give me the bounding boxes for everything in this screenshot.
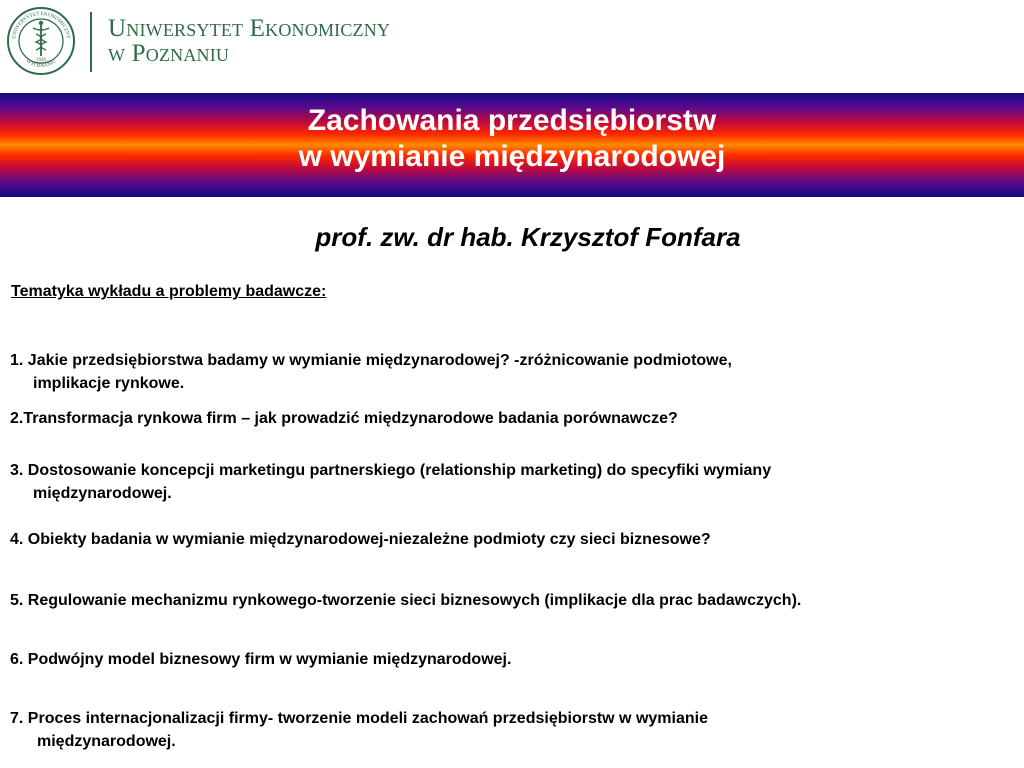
list-item-text: 2.Transformacja rynkowa firm – jak prowadzić międzynarodowe badania porównawcze? (10, 410, 678, 427)
university-name (108, 16, 390, 66)
list-item (10, 528, 1010, 551)
list-item-text-continued: międzynarodowej. (33, 485, 172, 502)
title-banner (0, 93, 1024, 197)
slide-title-line2: w wymianie międzynarodowej (298, 140, 726, 173)
list-item-text: 5. Regulowanie mechanizmu rynkowego-tworzenie sieci biznesowych (implikacje dla prac badawczych). (10, 592, 802, 609)
slide-title (0, 103, 1024, 175)
section-heading: Tematyka wykładu a problemy badawcze: (11, 283, 327, 300)
list-item-text: 1. Jakie przedsiębiorstwa badamy w wymianie międzynarodowej? -zróżnicowanie podmiotowe, (10, 352, 732, 369)
seal-text-bottom: W POZNANIU (24, 58, 58, 70)
header (0, 0, 1024, 92)
university-name-line1: Uniwersytet Ekonomiczny (108, 15, 391, 42)
list-item (10, 707, 1010, 753)
list-item (10, 349, 1010, 395)
list-item (10, 459, 1010, 505)
list-item-text-continued: międzynarodowej. (37, 733, 176, 750)
list-item (10, 648, 1010, 671)
list-item-text: 6. Podwójny model biznesowy firm w wymianie międzynarodowej. (10, 651, 512, 668)
list-item-text-continued: implikacje rynkowe. (33, 375, 185, 392)
list-item (10, 589, 1010, 612)
list-item-text: 4. Obiekty badania w wymianie międzynarodowej-niezależne podmioty czy sieci biznesowe? (10, 531, 711, 548)
university-seal-logo (6, 6, 76, 76)
seal-text-top: UNIWERSYTET EKONOMICZNY (11, 10, 71, 40)
slide-title-line1: Zachowania przedsiębiorstw (307, 104, 717, 137)
list-item (10, 407, 1010, 430)
author-name: prof. zw. dr hab. Krzysztof Fonfara (315, 222, 741, 252)
list-item-text: 7. Proces internacjonalizacji firmy- tworzenie modeli zachowań przedsiębiorstw w wymianie (10, 710, 708, 727)
seal-year: 1926 (36, 58, 46, 63)
university-name-line2: w Poznaniu (108, 40, 230, 67)
header-divider (90, 12, 92, 72)
list-item-text: 3. Dostosowanie koncepcji marketingu partnerskiego (relationship marketing) do specyfiki wymiany (10, 462, 772, 479)
